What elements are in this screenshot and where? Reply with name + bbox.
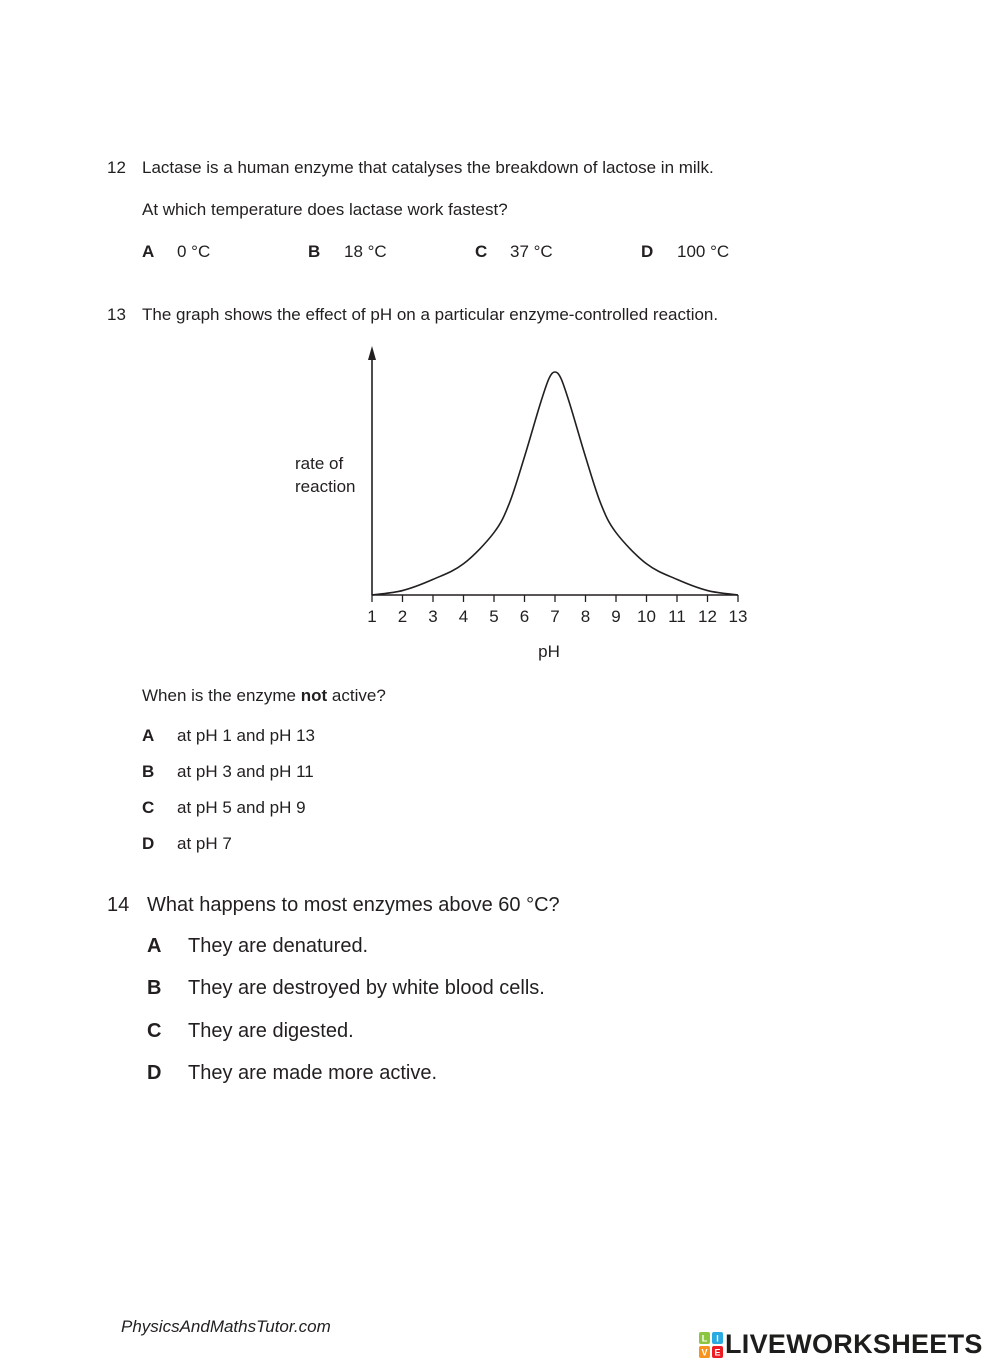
q14-option-b-text[interactable]: They are destroyed by white blood cells. [188, 977, 545, 999]
x-tick-label: 5 [489, 607, 499, 626]
series-line-rate-of-reaction [372, 372, 738, 595]
q13-option-c-text[interactable]: at pH 5 and pH 9 [177, 798, 306, 817]
liveworksheets-wordmark: LIVEWORKSHEETS [725, 1329, 983, 1359]
q14-option-b-letter[interactable]: B [147, 977, 162, 999]
q12-number: 12 [107, 158, 126, 177]
x-tick-label: 11 [668, 607, 686, 626]
chart-axes [368, 346, 738, 595]
chart-labels [295, 454, 560, 661]
q13-question-bold: not [300, 686, 328, 705]
q13-option-b-letter[interactable]: B [142, 762, 155, 781]
y-axis-label: reaction [295, 477, 356, 496]
q13-option-d-text[interactable]: at pH 7 [177, 834, 232, 853]
q12-option-b-text[interactable]: 18 °C [344, 242, 387, 261]
q13-question-pre: When is the enzyme [142, 686, 301, 705]
q14-option-d-text[interactable]: They are made more active. [188, 1062, 437, 1084]
svg-text:I: I [716, 1333, 719, 1343]
x-tick-label: 8 [580, 607, 591, 626]
q12-option-a-text[interactable]: 0 °C [177, 242, 211, 261]
chart-x-ticks [367, 595, 747, 626]
chart-series [372, 372, 738, 595]
q13-option-a-letter[interactable]: A [142, 726, 155, 745]
q13-option-b-text[interactable]: at pH 3 and pH 11 [177, 762, 314, 781]
liveworksheets-logo-icon [699, 1332, 723, 1358]
x-tick-label: 3 [428, 607, 438, 626]
q14-number: 14 [107, 894, 130, 916]
q12-option-d-text[interactable]: 100 °C [677, 242, 730, 261]
q13-question [142, 686, 386, 706]
q14-question: What happens to most enzymes above 60 °C? [147, 894, 560, 916]
x-tick-label: 10 [637, 607, 656, 626]
q12-option-d-letter[interactable]: D [641, 242, 654, 261]
svg-text:V: V [701, 1347, 708, 1357]
x-tick-label: 4 [458, 607, 469, 626]
q12-option-a-letter[interactable]: A [142, 242, 155, 261]
x-tick-label: 2 [397, 607, 408, 626]
q13-option-c-letter[interactable]: C [142, 798, 155, 817]
q14-option-c-letter[interactable]: C [147, 1020, 162, 1042]
x-tick-label: 12 [698, 607, 717, 626]
x-tick-label: 6 [519, 607, 530, 626]
y-axis-label: rate of [295, 454, 344, 473]
q12-option-c-letter[interactable]: C [475, 242, 488, 261]
svg-text:L: L [701, 1333, 708, 1343]
q14-option-a-letter[interactable]: A [147, 935, 162, 957]
x-axis-label: pH [538, 642, 560, 661]
q13-option-a-text[interactable]: at pH 1 and pH 13 [177, 726, 315, 745]
q13-option-d-letter[interactable]: D [142, 834, 155, 853]
x-tick-label: 1 [367, 607, 377, 626]
x-tick-label: 7 [550, 607, 560, 626]
footer-source: PhysicsAndMathsTutor.com [121, 1317, 331, 1336]
svg-text:E: E [714, 1347, 721, 1357]
liveworksheets-brand[interactable] [699, 1329, 983, 1360]
q12-option-c-text[interactable]: 37 °C [510, 242, 553, 261]
x-tick-label: 13 [728, 607, 748, 626]
y-axis-arrow [368, 346, 376, 360]
q12-option-b-letter[interactable]: B [308, 242, 321, 261]
q12-stem: Lactase is a human enzyme that catalyses the breakdown of lactose in milk. [142, 158, 714, 177]
q12-question: At which temperature does lactase work fastest? [142, 200, 508, 219]
x-tick-label: 9 [611, 607, 621, 626]
q13-question-post: active? [327, 686, 386, 705]
q13-stem: The graph shows the effect of pH on a particular enzyme-controlled reaction. [142, 305, 719, 324]
q13-number: 13 [107, 305, 126, 324]
q14-option-d-letter[interactable]: D [147, 1062, 162, 1084]
q14-option-a-text[interactable]: They are denatured. [188, 935, 369, 957]
q14-option-c-text[interactable]: They are digested. [188, 1020, 354, 1042]
